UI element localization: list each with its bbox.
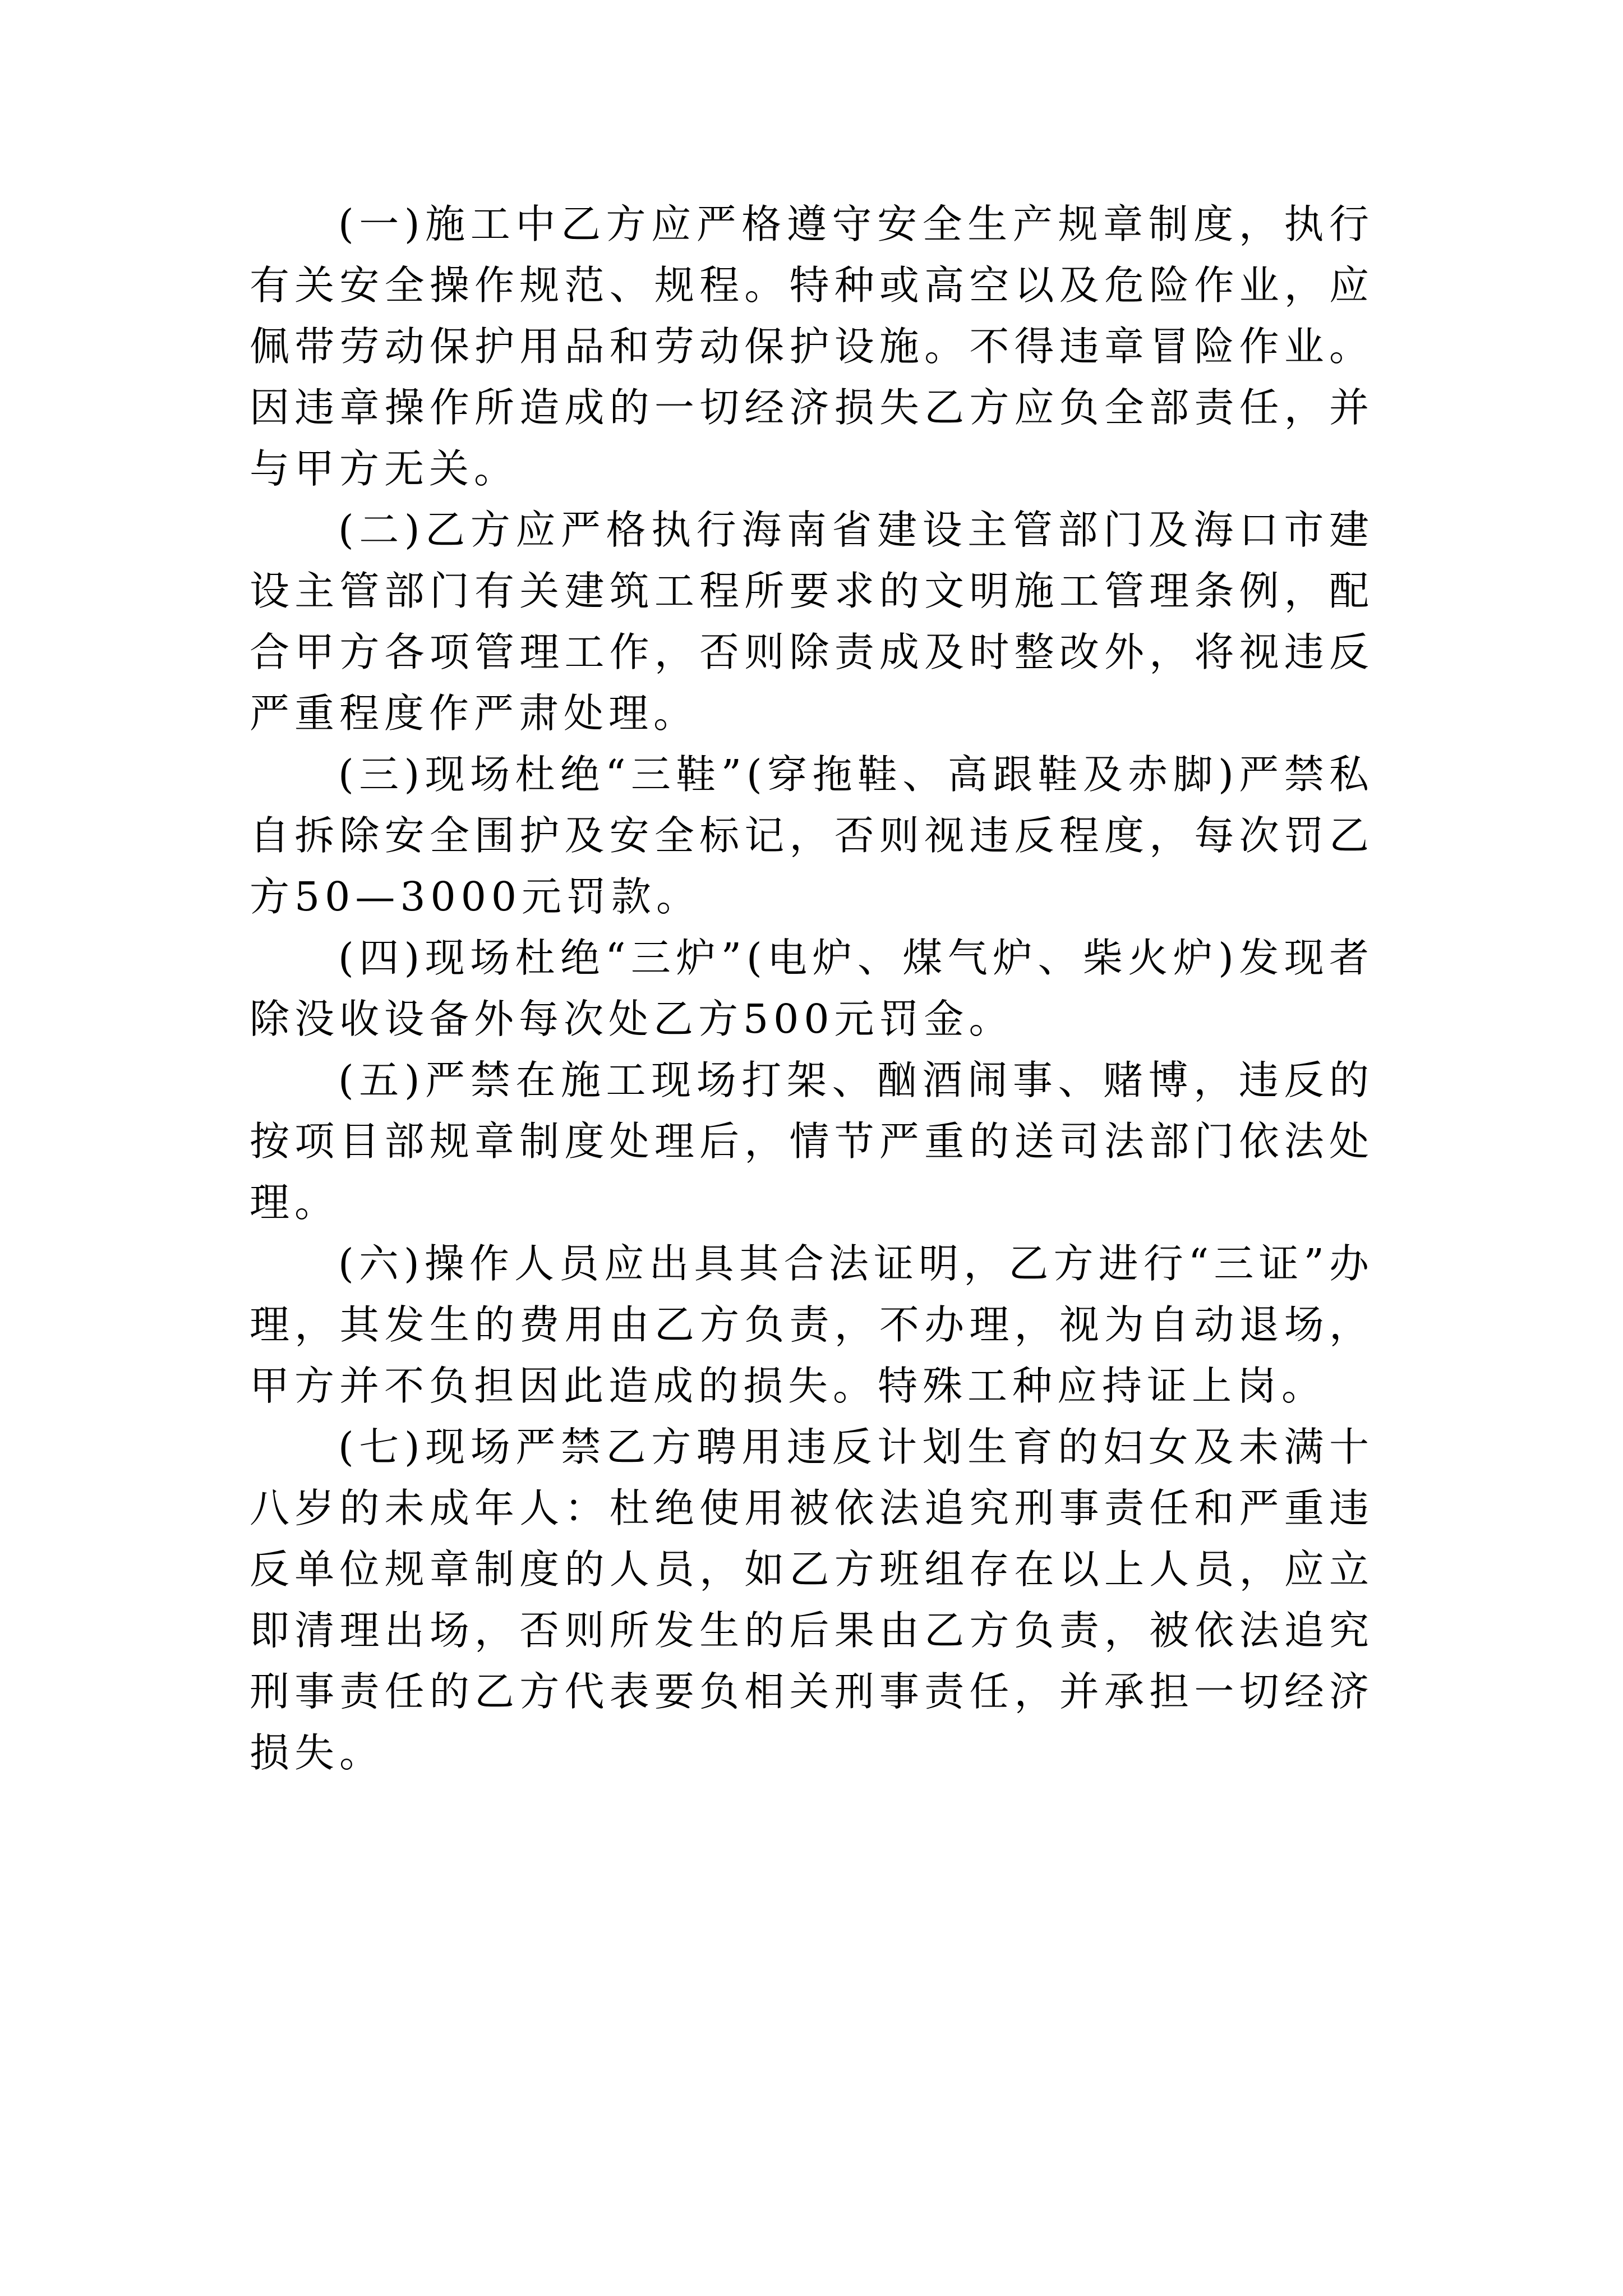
paragraph-clause-4: (四)现场杜绝“三炉”(电炉、煤气炉、柴火炉)发现者除没收设备外每次处乙方500元罚金。 [250, 935, 1374, 1042]
paragraph-clause-6: (六)操作人员应出具其合法证明，乙方进行“三证”办理，其发生的费用由乙方负责，不办理，视为自动退场，甲方并不负担因此造成的损失。特殊工种应持证上岗。 [250, 1240, 1374, 1409]
paragraph-clause-5: (五)严禁在施工现场打架、酗酒闹事、赌博，违反的按项目部规章制度处理后，情节严重的送司法部门依法处理。 [250, 1057, 1374, 1226]
document-body [250, 194, 1374, 1783]
paragraph-clause-2: (二)乙方应严格执行海南省建设主管部门及海口市建设主管部门有关建筑工程所要求的文明施工管理条例，配合甲方各项管理工作，否则除责成及时整改外，将视违反严重程度作严肃处理。 [250, 507, 1374, 737]
paragraph-clause-7: (七)现场严禁乙方聘用违反计划生育的妇女及未满十八岁的未成年人：杜绝使用被依法追究刑事责任和严重违反单位规章制度的人员，如乙方班组存在以上人员，应立即清理出场，否则所发生的后果由乙方负责，被依法追究刑事责任的乙方代表要负相关刑事责任，并承担一切经济损失。 [250, 1424, 1374, 1776]
paragraph-clause-3: (三)现场杜绝“三鞋”(穿拖鞋、高跟鞋及赤脚)严禁私自拆除安全围护及安全标记，否则视违反程度，每次罚乙方50—3000元罚款。 [250, 751, 1374, 920]
paragraph-clause-1: (一)施工中乙方应严格遵守安全生产规章制度，执行有关安全操作规范、规程。特种或高空以及危险作业，应佩带劳动保护用品和劳动保护设施。不得违章冒险作业。因违章操作所造成的一切经济损失乙方应负全部责任，并与甲方无关。 [250, 201, 1374, 492]
